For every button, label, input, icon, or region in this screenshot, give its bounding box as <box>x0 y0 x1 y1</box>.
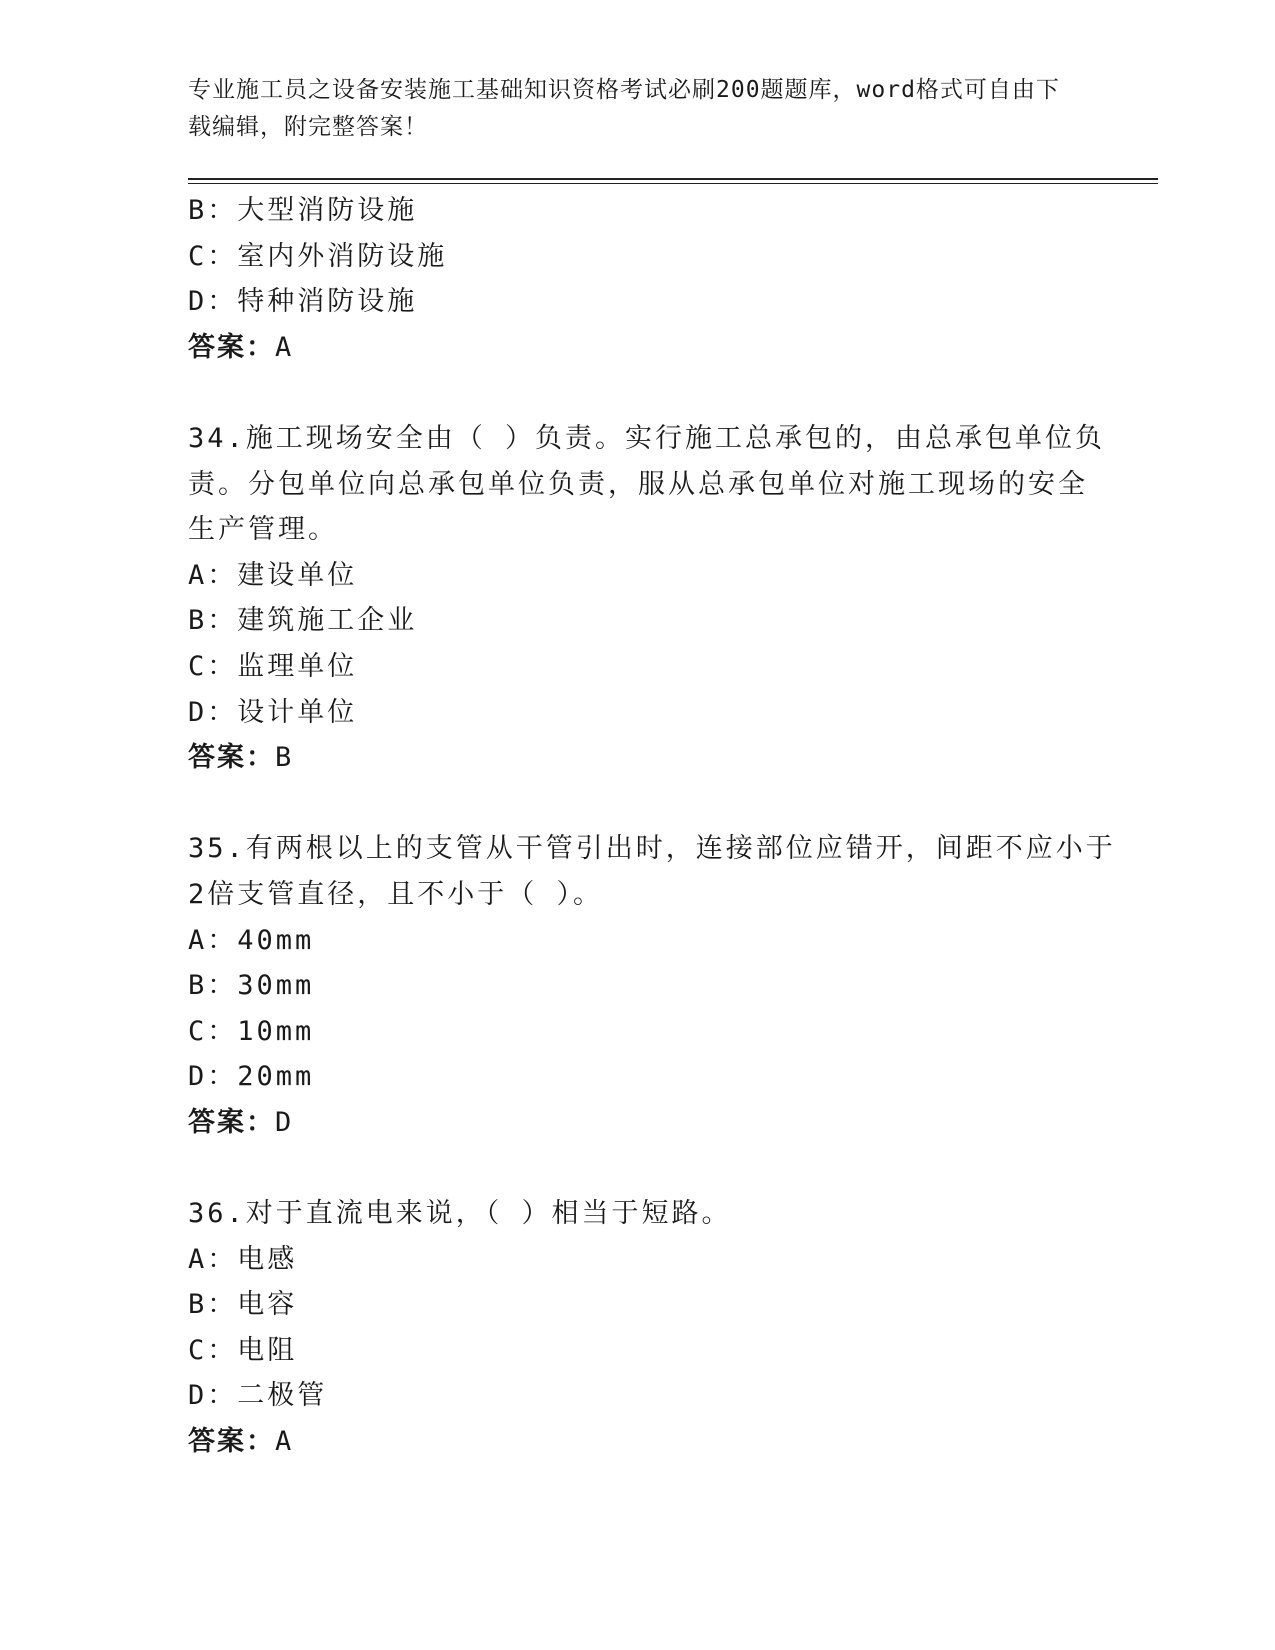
option-d <box>188 279 1088 325</box>
option-letter: A： <box>188 559 238 591</box>
option-c <box>188 234 1088 280</box>
answer-label: 答案： <box>188 331 275 363</box>
option-letter: D： <box>188 1061 238 1093</box>
option-d <box>188 690 1088 736</box>
option-text: 电感 <box>237 1243 298 1275</box>
option-b <box>188 963 1088 1009</box>
question-stem-line <box>188 462 1088 508</box>
option-letter: B： <box>188 605 238 637</box>
option-b <box>188 188 1088 234</box>
question-text: 有两根以上的支管从干管引出时，连接部位应错开，间距不应小于 <box>245 833 1116 865</box>
question-text: 生产管理。 <box>188 514 338 546</box>
option-c <box>188 644 1088 690</box>
option-text: 建筑施工企业 <box>237 605 418 637</box>
answer-value: B <box>275 742 294 774</box>
option-text: 设计单位 <box>237 696 358 728</box>
option-b <box>188 598 1088 644</box>
option-letter: D： <box>188 696 238 728</box>
question-text: 2倍支管直径，且不小于（ ）。 <box>188 878 604 910</box>
option-text: 30mm <box>237 970 315 1002</box>
option-d <box>188 1373 1088 1419</box>
option-letter: B： <box>188 970 238 1002</box>
option-a <box>188 1237 1088 1283</box>
option-text: 特种消防设施 <box>237 286 418 318</box>
option-c <box>188 1328 1088 1374</box>
question-number: 34. <box>188 422 246 454</box>
option-text: 电容 <box>237 1289 298 1321</box>
spacer <box>188 781 1088 827</box>
option-a <box>188 553 1088 599</box>
option-letter: C： <box>188 1334 238 1366</box>
option-text: 40mm <box>237 924 315 956</box>
question-stem-line <box>188 1191 1088 1237</box>
option-d <box>188 1054 1088 1100</box>
answer-label: 答案： <box>188 1426 275 1458</box>
option-text: 建设单位 <box>237 559 358 591</box>
option-text: 电阻 <box>237 1334 298 1366</box>
answer-line <box>188 735 1088 781</box>
question-text: 对于直流电来说，（ ）相当于短路。 <box>245 1198 732 1230</box>
option-letter: B： <box>188 1289 238 1321</box>
question-stem-line <box>188 826 1116 872</box>
question-content <box>188 188 1116 1465</box>
answer-line <box>188 325 1088 371</box>
answer-value: D <box>275 1106 294 1138</box>
answer-label: 答案： <box>188 1106 275 1138</box>
option-letter: D： <box>188 286 238 318</box>
option-a <box>188 918 1088 964</box>
question-stem-line <box>188 872 1088 918</box>
option-letter: B： <box>188 195 238 226</box>
option-text: 20mm <box>237 1061 315 1093</box>
question-text: 施工现场安全由（ ）负责。实行施工总承包的，由总承包单位负 <box>245 422 1106 454</box>
option-letter: C： <box>188 240 238 272</box>
option-text: 室内外消防设施 <box>237 240 448 272</box>
prev-question-block <box>188 188 1088 370</box>
option-letter: D： <box>188 1380 238 1412</box>
option-text: 二极管 <box>237 1380 328 1412</box>
answer-label: 答案： <box>188 742 275 774</box>
option-text: 监理单位 <box>237 650 358 682</box>
option-letter: A： <box>188 924 238 956</box>
spacer <box>188 1145 1088 1191</box>
question-text: 责。分包单位向总承包单位负责，服从总承包单位对施工现场的安全 <box>188 468 1088 500</box>
option-letter: C： <box>188 650 238 682</box>
document-page <box>188 0 1158 1650</box>
option-c <box>188 1009 1088 1055</box>
question-36 <box>188 1191 1088 1465</box>
question-34 <box>188 416 1106 781</box>
option-b <box>188 1282 1088 1328</box>
answer-value: A <box>275 1426 294 1458</box>
page-header-title: 专业施工员之设备安装施工基础知识资格考试必刷200题题库，word格式可自由下载编辑，附完整答案！ <box>188 77 1060 140</box>
question-stem-line <box>188 507 1088 553</box>
answer-value: A <box>275 331 294 363</box>
option-text: 10mm <box>237 1015 315 1047</box>
answer-line <box>188 1100 1088 1146</box>
option-letter: A： <box>188 1243 238 1275</box>
answer-line <box>188 1419 1088 1465</box>
option-text: 大型消防设施 <box>237 195 418 226</box>
question-stem-line <box>188 416 1106 462</box>
question-35 <box>188 826 1116 1145</box>
question-number: 36. <box>188 1198 246 1230</box>
header-rule-top <box>188 178 1158 180</box>
option-letter: C： <box>188 1015 238 1047</box>
question-number: 35. <box>188 833 246 865</box>
spacer <box>188 370 1088 416</box>
header-rule-bottom <box>188 183 1158 184</box>
